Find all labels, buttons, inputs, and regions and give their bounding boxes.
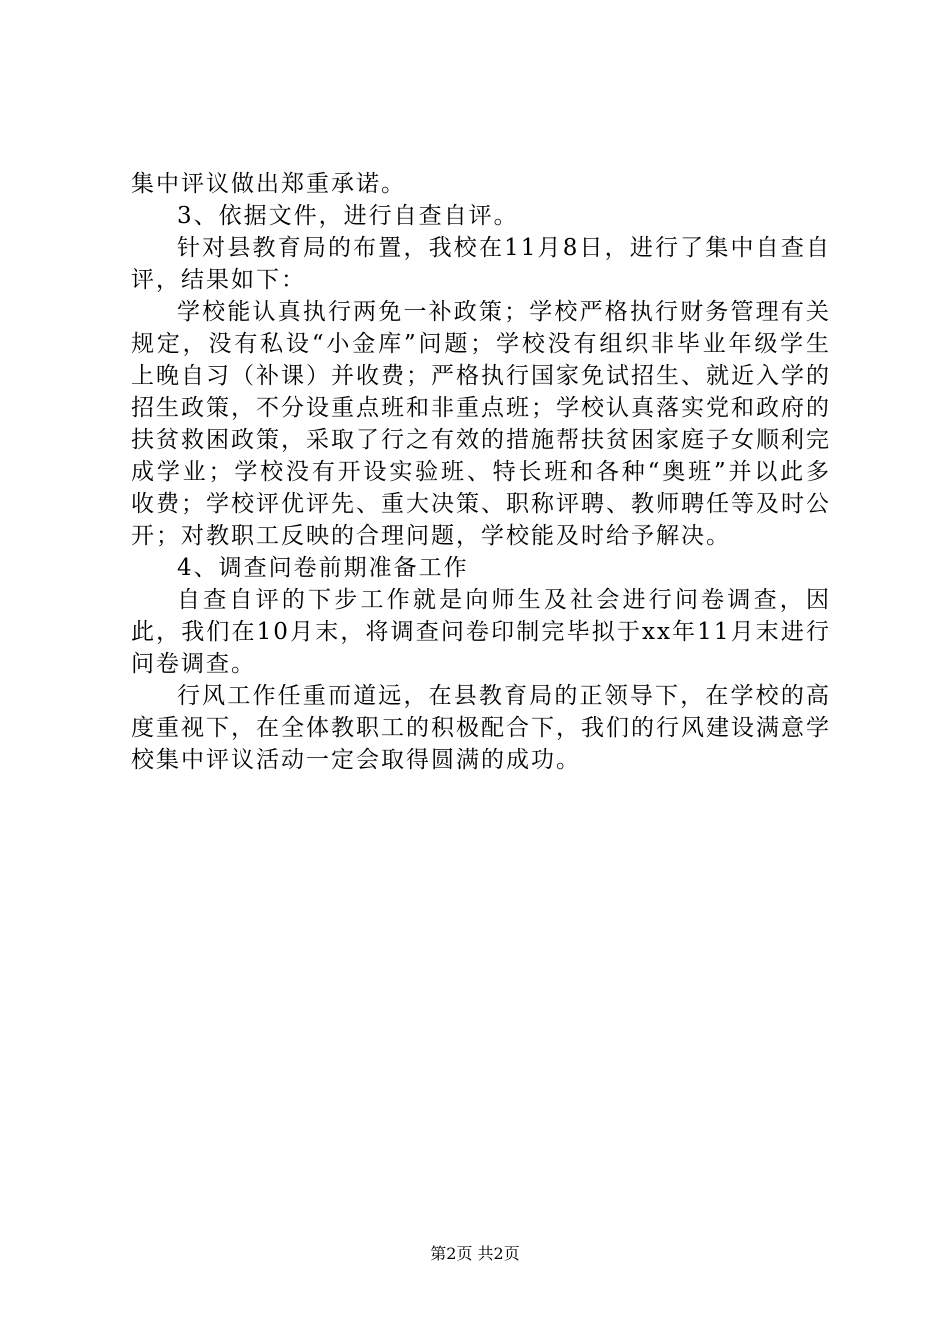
paragraph-continuation: 集中评议做出郑重承诺。 (131, 171, 406, 197)
paragraph-self-check-results: 学校能认真执行两免一补政策；学校严格执行财务管理有关规定，没有私设“小金库”问题；学校没有组织非毕业年级学生上晚自习（补课）并收费；严格执行国家免试招生、就近入学的招生政策，不分设重点班和非重点班；学校认真落实党和政府的扶贫救困政策，采取了行之有效的措施帮扶贫困家庭子女顺利完成学业；学校没有开设实验班、特长班和各种“奥班”并以此多收费；学校评优评先、重大决策、职称评聘、教师聘任等及时公开；对教职工反映的合理问题，学校能及时给予解决。 (131, 299, 831, 549)
paragraph-self-check-intro: 针对县教育局的布置，我校在11月8日，进行了集中自查自评，结果如下： (131, 235, 831, 293)
section-heading-3: 3、依据文件，进行自查自评。 (177, 203, 519, 229)
section-heading-4: 4、调查问卷前期准备工作 (177, 555, 469, 581)
paragraph-conclusion: 行风工作任重而道远，在县教育局的正领导下，在学校的高度重视下，在全体教职工的积极配合下，我们的行风建设满意学校集中评议活动一定会取得圆满的成功。 (131, 683, 831, 773)
page-number-footer: 第2页 共2页 (430, 1244, 520, 1263)
paragraph-survey-plan: 自查自评的下步工作就是向师生及社会进行问卷调查，因此，我们在10月末，将调查问卷印制完毕拟于xx年11月末进行问卷调查。 (131, 587, 831, 677)
document-body (131, 168, 831, 776)
